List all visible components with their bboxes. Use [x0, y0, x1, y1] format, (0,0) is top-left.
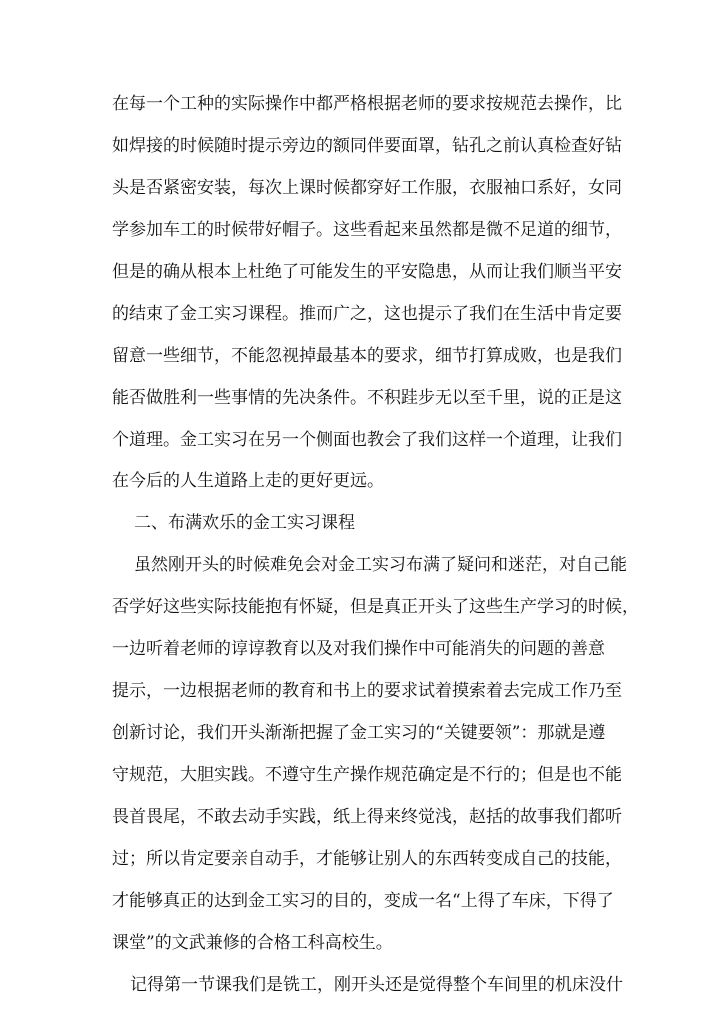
text-line: 学参加车工的时候带好帽子。这些看起来虽然都是微不足道的细节，	[112, 220, 622, 240]
text-line: 一边听着老师的谆谆教育以及对我们操作中可能消失的问题的善意	[112, 639, 605, 659]
text-line: 记得第一节课我们是铣工，刚开头还是觉得整个车间里的机床没什	[130, 975, 623, 995]
text-line: 但是的确从根本上杜绝了可能发生的平安隐患，从而让我们顺当平安	[112, 262, 622, 282]
text-line: 的结束了金工实习课程。推而广之，这也提示了我们在生活中肯定要	[112, 304, 622, 324]
text-line: 守规范，大胆实践。不遵守生产操作规范确定是不行的；但是也不能	[112, 765, 622, 785]
text-line: 畏首畏尾，不敢去动手实践，纸上得来终觉浅，赵括的故事我们都听	[112, 807, 622, 827]
text-line: 在今后的人生道路上走的更好更远。	[112, 471, 384, 491]
text-line: 能否做胜利一些事情的先决条件。不积跬步无以至千里，说的正是这	[112, 388, 622, 408]
text-line: 过；所以肯定要亲自动手，才能够让别人的东西转变成自己的技能，	[112, 849, 622, 869]
text-line: 创新讨论，我们开头渐渐把握了金工实习的“关键要领”：那就是遵	[112, 723, 606, 743]
text-line: 才能够真正的达到金工实习的目的，变成一名“上得了车床，下得了	[112, 891, 614, 911]
text-line: 如焊接的时候随时提示旁边的额同伴要面罩，钻孔之前认真检查好钻	[112, 136, 622, 156]
text-line: 个道理。金工实习在另一个侧面也教会了我们这样一个道理，让我们	[112, 430, 622, 450]
text-line: 否学好这些实际技能抱有怀疑，但是真正开头了这些生产学习的时候，	[112, 597, 639, 617]
section-heading: 二、布满欢乐的金工实习课程	[134, 513, 355, 533]
text-line: 虽然刚开头的时候难免会对金工实习布满了疑问和迷茫，对自己能	[134, 555, 627, 575]
text-line: 课堂”的文武兼修的合格工科高校生。	[112, 933, 393, 953]
text-line: 头是否紧密安装，每次上课时候都穿好工作服，衣服袖口系好，女同	[112, 178, 622, 198]
text-line: 提示，一边根据老师的教育和书上的要求试着摸索着去完成工作乃至	[112, 681, 622, 701]
text-line: 留意一些细节，不能忽视掉最基本的要求，细节打算成败，也是我们	[112, 346, 622, 366]
text-line: 在每一个工种的实际操作中都严格根据老师的要求按规范去操作，比	[112, 94, 622, 114]
